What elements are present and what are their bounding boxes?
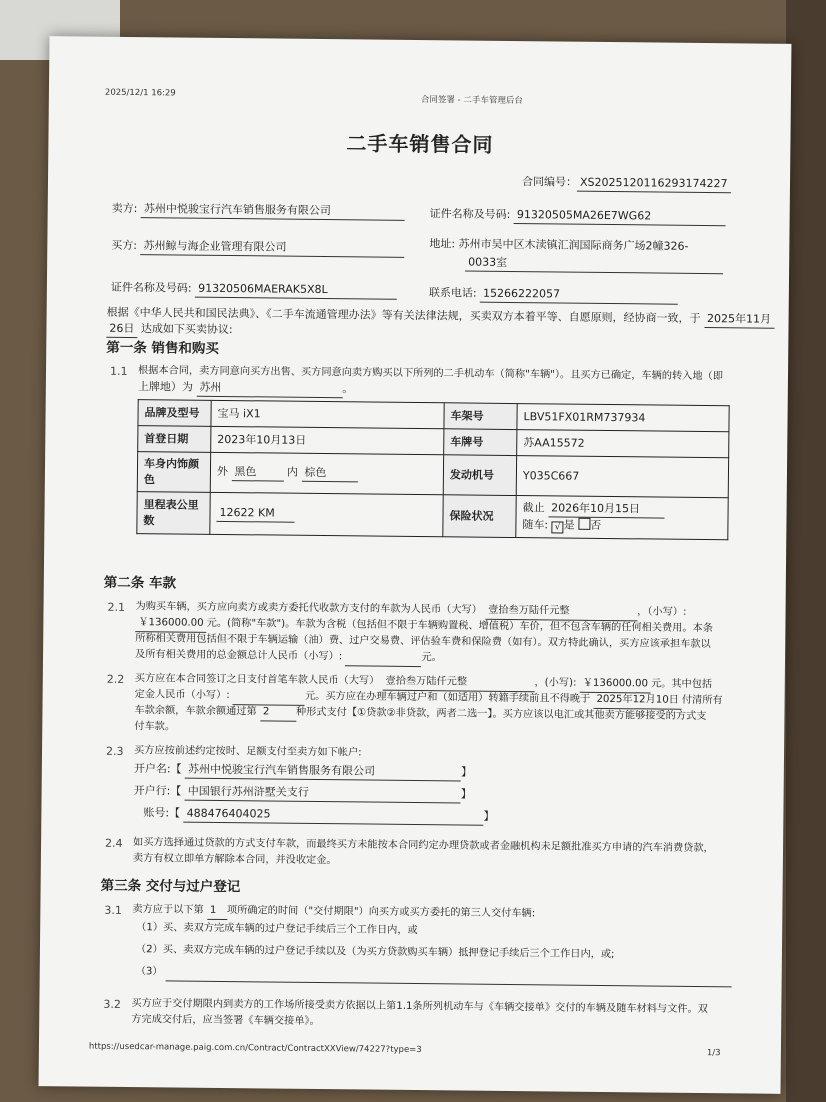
preamble-date-b: 26日 [106, 321, 137, 338]
clause-2-2-number: 2.2 [106, 672, 125, 686]
insurance-with-label: 随车: [522, 518, 549, 532]
clause-3-1-item: 1 [207, 904, 227, 920]
clause-1-1-end: 。 [342, 382, 354, 396]
buyer-address-cont [465, 255, 723, 275]
clause-3-1-option1: （1）买、卖双方完成车辆的过户登记手续后三个工作日内，或 [136, 922, 418, 937]
clause-2-1-text4: 及所有相关费用的总金额总计人民币（小写）: [134, 649, 343, 663]
engine-label: 发动机号 [443, 455, 516, 496]
brand-label: 品牌及型号 [138, 400, 211, 427]
account-number-close: 】 [483, 809, 495, 823]
clause-2-1-text4b: 元。 [421, 652, 442, 664]
clause-2-2-method: 2 [260, 705, 296, 721]
clause-2-2-text1c: 元。其中包括 [650, 678, 713, 691]
clause-3-1-option3-label: （3） [135, 966, 163, 978]
clause-1-1-line2 [138, 379, 354, 398]
buyer-label: 买方: [111, 238, 138, 253]
plate-label: 车牌号 [444, 429, 517, 456]
clause-2-2-text1: 买方应在本合同签订之日支付首笔车款人民币（大写） [134, 673, 380, 687]
checkbox-yes-checked[interactable]: √ [552, 521, 564, 533]
seller-cert-row [430, 206, 726, 226]
account-number-label: 账号:【 [143, 806, 181, 820]
seller-name: 苏州中悦骏宝行汽车销售服务有限公司 [141, 201, 405, 221]
clause-2-2-date: 2025年12月10日 [593, 693, 682, 710]
clause-2-4-line1: 如买方选择通过贷款的方式支付车款，而最终买方未能按本合同约定办理贷款或者金融机构未足额批准买方申请的汽车消费贷款， [133, 837, 714, 855]
clause-1-1-number: 1.1 [109, 364, 128, 378]
clause-2-2-text2b: 元。买方应在办理车辆过户和（如适用）转籍手续前且不得晚于 [304, 690, 591, 705]
clause-1-1-place: 苏州 [196, 380, 342, 398]
ext-color: 黑色 [231, 464, 283, 481]
color-value [210, 452, 443, 494]
clause-2-2-text3b: 种形式支付【①贷款②非贷款，两者二选一】。买方应该以电汇或其他卖方能够接受的方式支 [295, 706, 707, 723]
buyer-name: 苏州鲸与海企业管理有限公司 [140, 238, 404, 258]
buyer-address-line1: 苏州市吴中区木渎镇汇润国际商务广场2幢326- [458, 237, 689, 253]
clause-3-1-number: 3.1 [104, 903, 122, 917]
clause-2-1-text1b: ，（小写）: [637, 606, 687, 618]
contract-number [522, 174, 731, 193]
clause-2-1-upper: 壹拾叁万陆仟元整 [485, 604, 637, 621]
insurance-until-value: 2026年10月15日 [548, 500, 664, 518]
clause-2-2-text3: 车款余额，车款余额通过第 [134, 705, 257, 718]
clause-3-1-option2: （2）买、卖双方完成车辆的过户登记手续以及（为买方贷款购买车辆）抵押登记手续后三个工作日内，或; [135, 944, 615, 961]
buyer-address-line2: 0033室 [465, 255, 723, 275]
vehicle-row-color [137, 452, 728, 498]
account-name-row [134, 761, 472, 781]
preamble-line2 [106, 321, 232, 339]
buyer-phone-row [429, 285, 678, 305]
account-bank-row [134, 783, 472, 803]
buyer-cert-row [111, 280, 397, 300]
print-system-title: 合同签署 - 二手车管理后台 [420, 95, 523, 107]
clause-3-1-text1: 卖方应于以下第 [132, 904, 204, 916]
mileage-value: 12622 KM [216, 505, 294, 523]
buyer-cert-value: 91320506MAERAK5X8L [195, 281, 397, 300]
preamble-text: 根据《中华人民共和国民法典》、《二手车流通管理办法》等有关法律法规，买卖双方本着平等、自愿原则，经协商一致，于 [106, 305, 701, 325]
clause-2-1-line4 [135, 648, 442, 667]
print-datetime: 2025/12/1 16:29 [104, 87, 176, 99]
clause-2-2-text2c: 付清所有 [681, 694, 723, 707]
clause-3-1-line1 [132, 903, 535, 923]
preamble-text-2: 达成如下买卖协议: [140, 322, 233, 337]
insurance-with-car [522, 517, 721, 535]
clause-2-3-line1: 买方应按前述约定按时、足额支付至卖方如下帐户: [133, 745, 362, 759]
account-bank-label: 开户行:【 [133, 784, 182, 798]
account-name-label: 开户名:【 [133, 762, 182, 776]
footer-page-number: 1/3 [706, 1048, 721, 1059]
clause-2-2-line4: 付车款。 [134, 721, 176, 733]
account-bank-close: 】 [460, 787, 472, 801]
seller-label: 卖方: [111, 201, 138, 216]
account-number-value: 488476404025 [184, 806, 484, 826]
section2-title: 第二条 车款 [103, 574, 177, 592]
account-name-value: 苏州中悦骏宝行汽车销售服务有限公司 [185, 762, 461, 782]
section1-title: 第一条 销售和购买 [106, 339, 220, 357]
insurance-no-label: 否 [590, 518, 602, 532]
vehicle-row-mileage [137, 492, 728, 540]
buyer-address-label: 地址: [429, 237, 456, 251]
plate-value: 苏AA15572 [517, 430, 729, 458]
clause-2-4-line2: 卖方有权立即单方解除本合同，并没收定金。 [132, 853, 337, 867]
clause-1-1-text2: 上牌地）为 [137, 380, 193, 394]
insurance-label: 保险状况 [443, 495, 516, 538]
insurance-cell [516, 496, 728, 540]
clause-2-2-amount: ￥136000.00 [580, 677, 651, 694]
background-table-edge [786, 0, 826, 1102]
clause-2-2-upper: 壹拾叁万陆仟元整 [382, 675, 534, 692]
contract-number-label: 合同编号： [521, 175, 578, 189]
int-color: 棕色 [301, 465, 357, 483]
account-number-row [143, 805, 494, 826]
clause-3-2-line2: 方完成交付后，应当签署《车辆交接单》。 [131, 1014, 320, 1028]
clause-2-1-amount: ￥136000.00 [135, 616, 206, 633]
account-bank-value: 中国银行苏州浒墅关支行 [185, 784, 461, 804]
clause-3-1-option3 [136, 965, 732, 987]
buyer-address [429, 236, 688, 255]
insurance-until [523, 500, 722, 519]
mileage-label: 里程表公里数 [137, 492, 210, 535]
int-label: 内 [286, 465, 299, 479]
clause-2-1-number: 2.1 [107, 600, 126, 614]
insurance-yes-label: 是 [563, 518, 575, 532]
mileage-cell [210, 492, 443, 536]
clause-2-3-number: 2.3 [105, 744, 124, 758]
account-name-close: 】 [460, 765, 473, 779]
contract-number-value: XS2025120116293174227 [577, 175, 731, 194]
vin-label: 车架号 [444, 403, 517, 430]
clause-2-2-text1b: ，(小写): [534, 677, 577, 689]
clause-2-1-text1: 为购买车辆，买方应向卖方或卖方委托代收款方支付的车款为人民币（大写） [135, 601, 482, 616]
vehicle-table [136, 399, 729, 540]
insurance-until-label: 截止 [522, 501, 545, 515]
buyer-cert-label: 证件名称及号码: [110, 280, 192, 295]
clause-2-1-text2: 元。(简称"车款")。车款为含税（包括但不限于车辆购置税、增值税）车价，但不包含车辆的任何相关费用。本条 [206, 617, 714, 635]
checkbox-no[interactable] [578, 518, 590, 530]
vin-value: LBV51FX01RM737934 [517, 404, 729, 432]
preamble-date-a: 2025年11月 [704, 311, 774, 329]
seller-cert-label: 证件名称及号码: [429, 207, 511, 221]
section3-title: 第三条 交付与过户登记 [100, 877, 241, 896]
clause-2-1-line3: 所称相关费用包括但不限于车辆运输（油）费、过户交易费、评估验车费和保险费（如有）。双方特此确认，买方应该承担车款以 [135, 633, 711, 651]
seller-cert-value: 91320505MA26E7WG62 [514, 207, 726, 226]
ext-label: 外 [216, 464, 229, 479]
buyer-phone-value: 15266222057 [480, 286, 678, 305]
contract-page [39, 36, 792, 1094]
clause-1-1-text: 根据本合同，卖方同意向买方出售、买方同意向卖方购买以下所列的二手机动车（简称"车辆"）。且买方已确定，车辆的转入地（即 [137, 365, 723, 383]
clause-3-2-number: 3.2 [103, 997, 121, 1011]
brand-value: 宝马 iX1 [211, 400, 444, 428]
color-label: 车身内饰颜色 [137, 452, 210, 493]
buyer-row [111, 238, 404, 258]
buyer-phone-label: 联系电话: [428, 286, 477, 300]
page-title: 二手车销售合同 [346, 131, 494, 157]
engine-value: Y035C667 [516, 456, 728, 498]
clause-2-4-number: 2.4 [105, 836, 123, 850]
clause-2-2-text2: 定金人民币（小写）: [134, 689, 230, 702]
footer-url: https://usedcar-manage.paig.com.cn/Contract/ContractXXView/74227?type=3 [88, 1041, 422, 1056]
clause-3-2-line1: 买方应于交付期限内到卖方的工作场所接受卖方依据以上第1.1条所列机动车与《车辆交接单》交付的车辆及随车材料与文件。双 [131, 998, 708, 1016]
clause-3-1-text1b: 项所确定的时间（"交付期限"）向买方或买方委托的第三人交付车辆: [226, 905, 536, 920]
reg-value: 2023年10月13日 [211, 426, 444, 454]
seller-row [112, 201, 405, 221]
reg-label: 首登日期 [138, 426, 211, 453]
